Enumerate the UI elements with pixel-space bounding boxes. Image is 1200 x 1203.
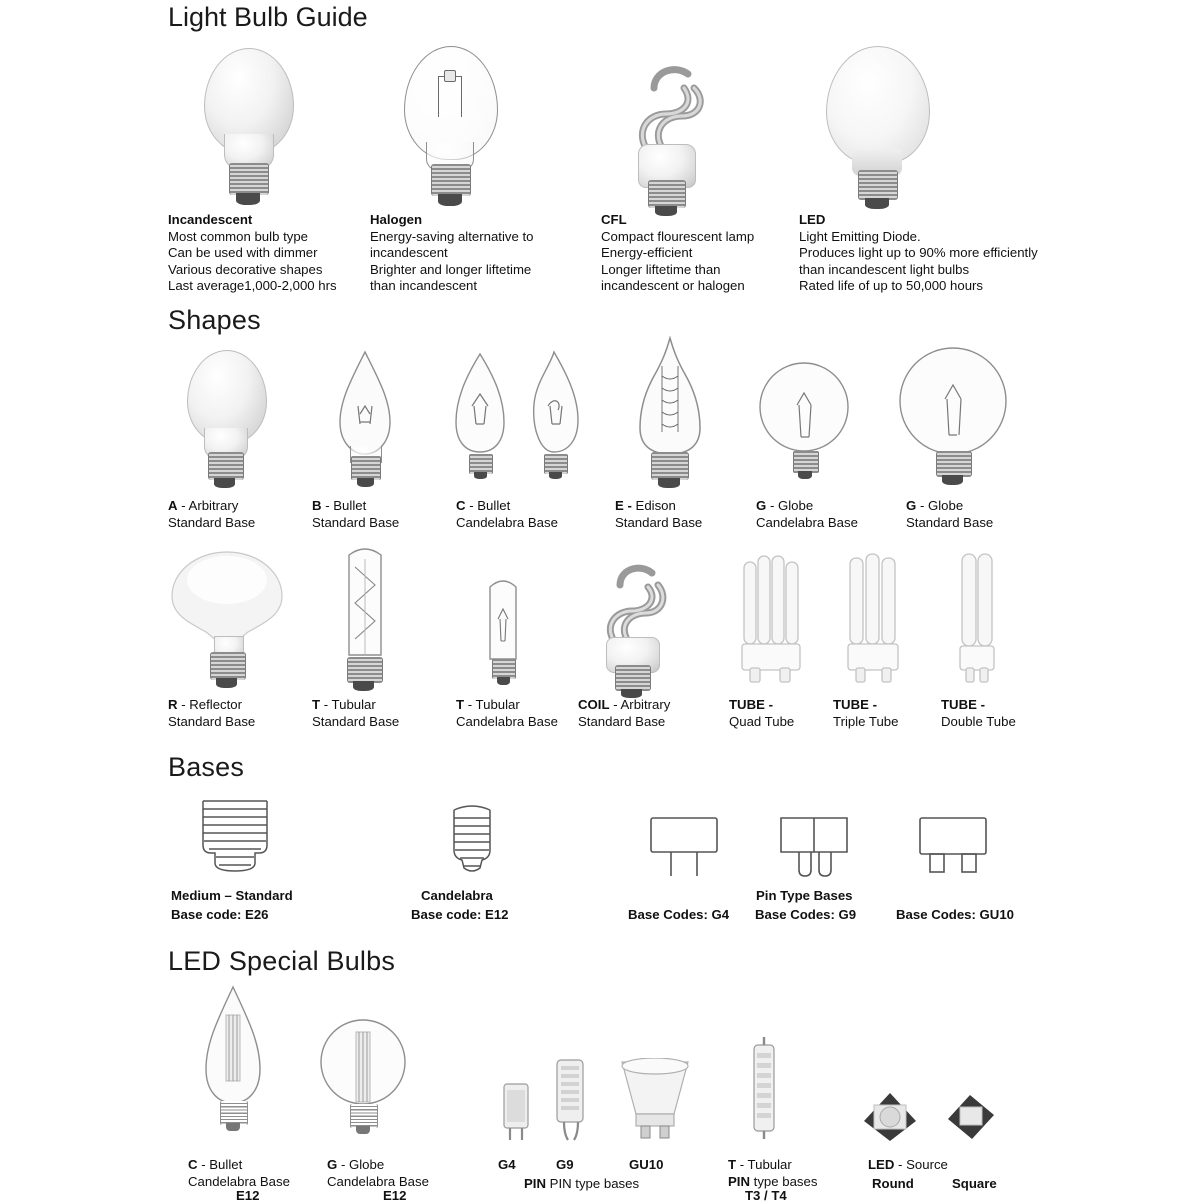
shape-dash: - Globe [769, 498, 814, 513]
shape-art-tubular-candelabra [470, 575, 536, 690]
shape-base: Standard Base [578, 713, 666, 729]
shape-art-g-candelabra [757, 355, 852, 490]
section-title-led-special: LED Special Bulbs [168, 946, 396, 976]
led-art-globe [318, 1010, 408, 1145]
led-art-g9 [548, 1058, 594, 1144]
shape-base: Quad Tube [729, 713, 795, 729]
shape-label-a [168, 498, 255, 531]
shape-code: COIL [578, 697, 610, 712]
shape-code: A [168, 498, 178, 513]
type-line: Rated life of up to 50,000 hours [799, 278, 984, 293]
shape-base: Standard Base [312, 713, 400, 729]
shape-label-reflector [168, 697, 255, 730]
type-caption-halogen [370, 212, 590, 295]
type-line: Most common bulb type [168, 228, 308, 244]
led-label-g9: G9 [556, 1157, 574, 1172]
shape-label-edison [615, 498, 702, 531]
shape-art-coil [580, 545, 685, 690]
shape-art-g-standard [898, 345, 1008, 490]
shape-label-coil [578, 697, 670, 730]
shape-label-g-standard [906, 498, 993, 531]
type-line: Light Emitting Diode. [799, 228, 921, 244]
section-title-shapes: Shapes [168, 305, 261, 335]
base-art-e26 [185, 795, 285, 880]
shape-base: Candelabra Base [456, 713, 558, 729]
shape-code: C [456, 498, 466, 513]
type-caption-cfl [601, 212, 791, 295]
led-dash: - Bullet [201, 1157, 243, 1172]
shape-base: Standard Base [168, 713, 256, 729]
led-code: G [327, 1157, 338, 1172]
base-label-pin-type: Pin Type Bases [756, 888, 853, 903]
base-art-e12 [432, 802, 512, 880]
shape-label-tubular-candelabra [456, 697, 558, 730]
led-label-g4: G4 [498, 1157, 516, 1172]
shape-code: T [312, 697, 321, 712]
led-dash: - Tubular [739, 1157, 792, 1172]
base-label-e26-name: Medium – Standard [171, 888, 293, 903]
led-dash: - Globe [340, 1157, 385, 1172]
type-caption-led [799, 212, 1069, 295]
type-line: Longer liftetime than [601, 261, 721, 277]
type-line: Energy-saving alternative to [370, 228, 534, 244]
page-title: Light Bulb Guide [168, 2, 368, 32]
shape-base: Standard Base [312, 514, 400, 530]
shape-base: Double Tube [941, 713, 1016, 729]
shape-base: Triple Tube [833, 713, 899, 729]
led-pin-type-note: PIN PIN type bases [524, 1176, 640, 1191]
shape-dash: - Arbitrary [181, 498, 239, 513]
type-line: Brighter and longer liftetime [370, 261, 532, 277]
led-label-candle [188, 1157, 290, 1190]
shape-art-edison [620, 336, 720, 488]
type-line: incandescent or halogen [601, 278, 745, 293]
type-line: Produces light up to 90% more efficiently [799, 245, 1038, 260]
base-label-e26-code: Base code: E26 [171, 907, 269, 922]
shape-label-quad-tube [729, 697, 794, 730]
shape-art-quad-tube [728, 552, 808, 687]
section-title-bases: Bases [168, 752, 245, 782]
shape-art-tubular-standard [325, 545, 405, 690]
type-line: Last average1,000-2,000 hrs [168, 278, 337, 293]
base-label-g4-code: Base Codes: G4 [628, 907, 730, 922]
shape-label-triple-tube [833, 697, 898, 730]
shape-base: Standard Base [168, 514, 256, 530]
halogen-bulb-art [390, 46, 510, 208]
shape-art-b [320, 350, 410, 490]
led-extra-candle: E12 [236, 1188, 260, 1203]
led-pin-base-text: PIN type bases [549, 1176, 640, 1191]
shape-code: R [168, 697, 178, 712]
shape-base: Standard Base [615, 514, 703, 530]
base-art-g4 [645, 812, 725, 882]
shape-base: Candelabra Base [756, 514, 858, 530]
shape-dash: - Arbitrary [613, 697, 671, 712]
shape-art-reflector [170, 550, 285, 690]
led-code: T [728, 1157, 737, 1172]
shape-dash: - Globe [919, 498, 964, 513]
cfl-bulb-art [610, 44, 730, 208]
base-art-g9 [775, 812, 855, 882]
shape-code: G [756, 498, 767, 513]
shape-code: TUBE - [833, 697, 877, 712]
led-label-source-round: Round [872, 1176, 914, 1191]
led-code: LED [868, 1157, 895, 1172]
shape-code: G [906, 498, 917, 513]
led-extra-globe: E12 [383, 1188, 407, 1203]
led-dash: - Source [898, 1157, 948, 1172]
shape-base: Candelabra Base [456, 514, 558, 530]
shape-label-g-candelabra [756, 498, 858, 531]
shape-code: B [312, 498, 322, 513]
shape-label-b [312, 498, 399, 531]
shape-art-a [175, 350, 275, 490]
shape-code: TUBE - [941, 697, 985, 712]
led-art-tubular-pin [740, 1035, 788, 1145]
led-label-globe [327, 1157, 429, 1190]
shape-dash: - Reflector [181, 697, 243, 712]
shape-dash: Edison [635, 498, 676, 513]
led-art-source-square [940, 1085, 1002, 1145]
base-label-gu10-code: Base Codes: GU10 [896, 907, 1014, 922]
shape-dash: - Bullet [325, 498, 367, 513]
type-name-incandescent: Incandescent [168, 212, 253, 227]
type-line: Various decorative shapes [168, 261, 323, 277]
incandescent-bulb-art [188, 48, 308, 208]
shape-dash: - Tubular [323, 697, 376, 712]
type-caption-incandescent [168, 212, 358, 295]
type-name-led: LED [799, 212, 826, 227]
led-base: Candelabra Base [188, 1173, 290, 1189]
led-art-gu10 [610, 1058, 700, 1144]
type-name-halogen: Halogen [370, 212, 423, 227]
led-extra-tubular: T3 / T4 [745, 1188, 787, 1203]
base-label-g9-code: Base Codes: G9 [755, 907, 857, 922]
shape-art-double-tube [946, 552, 1018, 687]
shape-code: T [456, 697, 465, 712]
type-line: incandescent [370, 245, 448, 260]
base-art-gu10 [912, 812, 997, 882]
base-label-e12-code: Base code: E12 [411, 907, 509, 922]
type-line: than incandescent light bulbs [799, 261, 970, 277]
type-line: Compact flourescent lamp [601, 228, 755, 244]
shape-label-c [456, 498, 558, 531]
led-base: Candelabra Base [327, 1173, 429, 1189]
shape-base: Standard Base [906, 514, 994, 530]
led-label-gu10: GU10 [629, 1157, 664, 1172]
led-code: C [188, 1157, 198, 1172]
shape-dash: - Bullet [469, 498, 511, 513]
led-label-source-square: Square [952, 1176, 997, 1191]
type-line: Energy-efficient [601, 245, 693, 260]
shape-label-tubular-standard [312, 697, 399, 730]
type-name-cfl: CFL [601, 212, 627, 227]
led-art-g4 [496, 1082, 540, 1144]
shape-code: E - [615, 498, 632, 513]
led-art-candle [188, 985, 278, 1145]
type-line: Can be used with dimmer [168, 245, 318, 260]
base-label-e12-name: Candelabra [421, 888, 493, 903]
type-line: than incandescent [370, 278, 478, 293]
shape-art-triple-tube [836, 552, 914, 687]
shape-art-c [450, 348, 580, 488]
led-bulb-art [810, 46, 940, 206]
shape-code: TUBE - [729, 697, 773, 712]
shape-label-double-tube [941, 697, 1016, 730]
led-label-tubular: T - Tubular PIN type bases [728, 1157, 818, 1189]
shape-dash: - Tubular [467, 697, 520, 712]
led-label-source [868, 1157, 948, 1174]
led-art-source-round [858, 1085, 922, 1147]
